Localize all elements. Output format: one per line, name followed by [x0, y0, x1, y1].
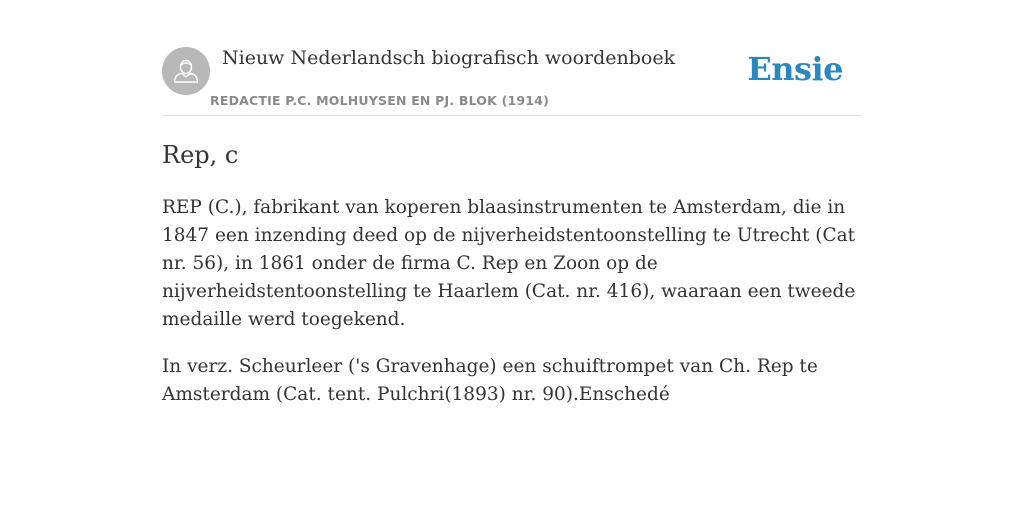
- ensie-logo[interactable]: Ensie: [747, 50, 843, 88]
- entry-paragraph: REP (C.), fabrikant van koperen blaasinstrumenten te Amsterdam, die in 1847 een inzending deed op de nijverheidstentoonstelling te Utrecht (Cat nr. 56), in 1861 onder de firma C. Rep en Zoon op de nijverheidstentoonstelling te Haarlem (Cat. nr. 416), waaraan een tweede medaille werd toegekend.: [162, 197, 856, 330]
- page: [162, 0, 862, 409]
- book-header: [162, 47, 862, 116]
- book-editors: REDACTIE P.C. MOLHUYSEN EN PJ. BLOK (1914): [210, 93, 549, 108]
- book-avatar-icon[interactable]: [162, 47, 210, 95]
- entry-paragraph: In verz. Scheurleer ('s Gravenhage) een schuiftrompet van Ch. Rep te Amsterdam (Cat. tent. Pulchri(1893) nr. 90).Enschedé: [162, 356, 818, 405]
- entry-title: Rep, c: [162, 141, 239, 169]
- book-title[interactable]: Nieuw Nederlandsch biografisch woordenboek: [222, 47, 676, 69]
